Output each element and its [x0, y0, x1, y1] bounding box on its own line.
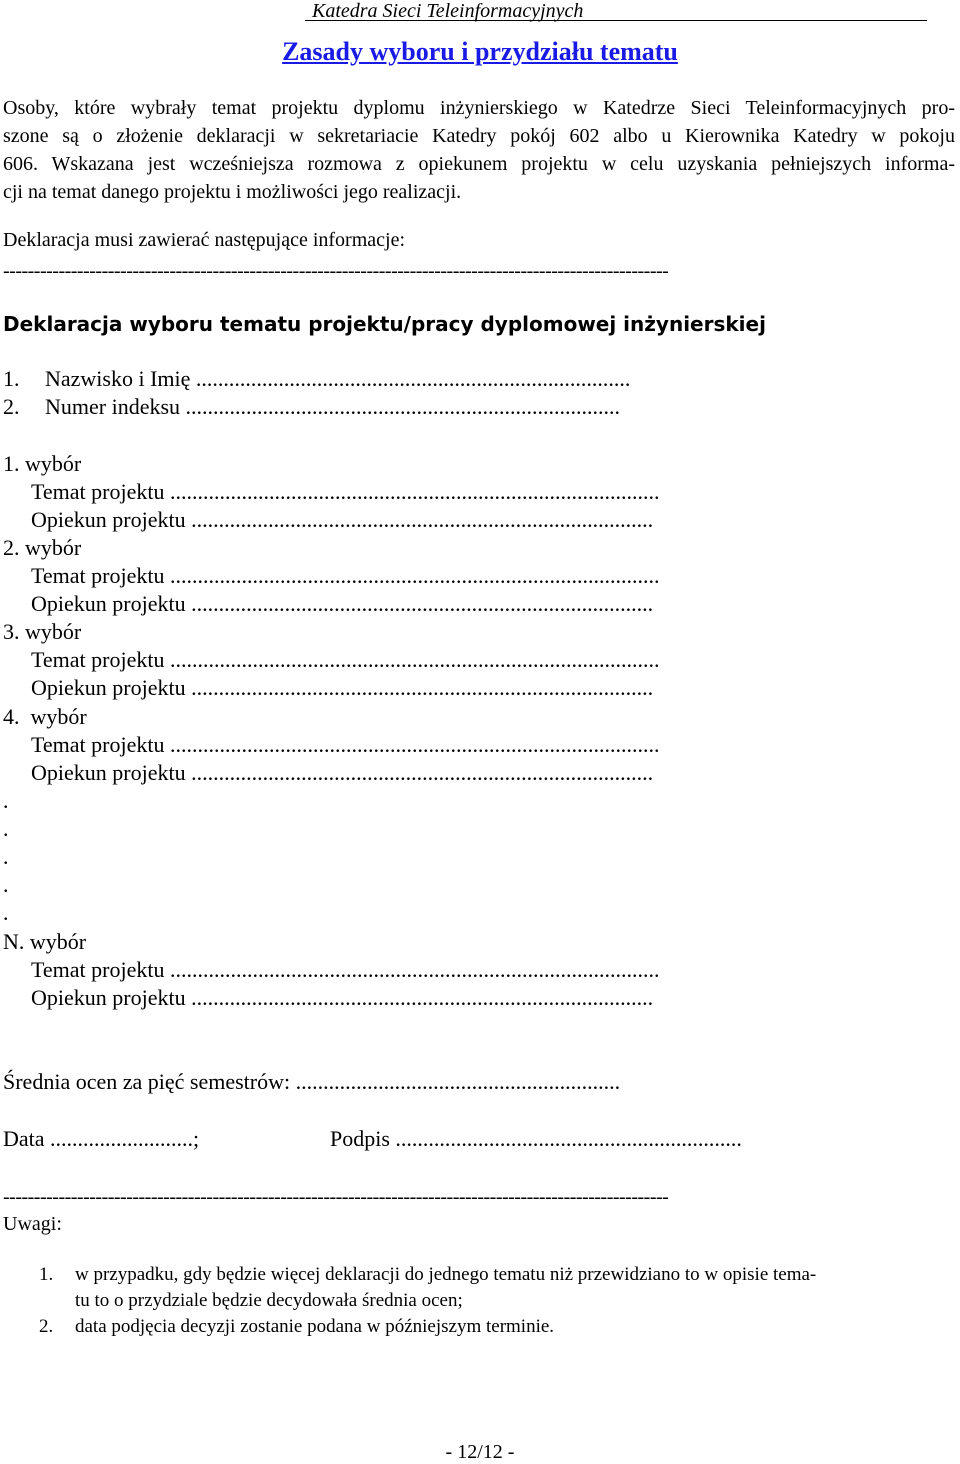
choice-topic: Temat projektu .........................................................................................	[31, 563, 660, 588]
intro-line: 606. Wskazana jest wcześniejsza rozmowa z opiekunem projektu w celu uzyskania pełniejszych informa-	[3, 153, 955, 175]
page-title: Zasady wyboru i przydziału tematu	[282, 37, 678, 66]
note-number: 1.	[39, 1264, 54, 1285]
field-number: 2.	[3, 394, 20, 419]
note-item	[39, 1314, 554, 1340]
notes-heading: Uwagi:	[3, 1213, 62, 1235]
dashed-separator-bottom: ------------------------------------------------------------------------------------------------------------	[3, 1186, 669, 1208]
intro-lead-in: Deklaracja musi zawierać następujące informacje:	[3, 229, 406, 251]
choice-heading: 4. wybór	[3, 704, 87, 729]
ellipsis-dot: .	[3, 872, 9, 897]
note-text-continued: tu to o przydziale będzie decydowała średnia ocen;	[75, 1290, 463, 1311]
form-heading: Deklaracja wyboru tematu projektu/pracy dyplomowej inżynierskiej	[3, 312, 766, 336]
date-field: Data ..........................;	[3, 1126, 200, 1151]
choice-heading: 3. wybór	[3, 619, 82, 644]
note-text: w przypadku, gdy będzie więcej deklaracji do jednego tematu niż przewidziano to w opisie tema-	[75, 1264, 817, 1285]
field-label: Numer indeksu ...............................................................................	[45, 394, 621, 419]
choice-heading: N. wybór	[3, 929, 87, 954]
note-number: 2.	[39, 1316, 54, 1337]
choice-supervisor: Opiekun projektu ....................................................................................	[31, 507, 654, 532]
ellipsis-dot: .	[3, 788, 9, 813]
running-header: Katedra Sieci Teleinformacyjnych	[312, 0, 584, 22]
choice-heading: 2. wybór	[3, 535, 82, 560]
intro-line: cji na temat danego projektu i możliwości jego realizacji.	[3, 181, 462, 203]
intro-line: Osoby, które wybrały temat projektu dyplomu inżynierskiego w Katedrze Sieci Teleinformacyjnych pro-	[3, 97, 955, 119]
intro-paragraph	[3, 94, 955, 206]
dashed-separator-top: ------------------------------------------------------------------------------------------------------------	[3, 260, 669, 282]
ellipsis-dot: .	[3, 816, 9, 841]
page-number: - 12/12 -	[445, 1441, 515, 1463]
choice-supervisor: Opiekun projektu ....................................................................................	[31, 675, 654, 700]
choice-topic: Temat projektu .........................................................................................	[31, 479, 660, 504]
ellipsis-dot: .	[3, 844, 9, 869]
field-number: 1.	[3, 366, 20, 391]
ellipsis-dot: .	[3, 900, 9, 925]
choice-topic: Temat projektu .........................................................................................	[31, 647, 660, 672]
choice-heading: 1. wybór	[3, 451, 82, 476]
field-name	[3, 365, 630, 393]
field-index	[3, 393, 620, 421]
choice-supervisor: Opiekun projektu ....................................................................................	[31, 760, 654, 785]
field-label: Nazwisko i Imię ...............................................................................	[45, 366, 631, 391]
header-rule	[305, 20, 927, 21]
choice-supervisor: Opiekun projektu ....................................................................................	[31, 591, 654, 616]
choice-topic: Temat projektu .........................................................................................	[31, 732, 660, 757]
signature-field: Podpis ...............................................................	[330, 1126, 742, 1151]
choice-supervisor: Opiekun projektu ....................................................................................	[31, 985, 654, 1010]
note-item	[39, 1262, 816, 1288]
grade-average-field: Średnia ocen za pięć semestrów: ...........................................................	[3, 1069, 621, 1094]
note-text: data podjęcia decyzji zostanie podana w późniejszym terminie.	[75, 1316, 555, 1337]
intro-line: szone są o złożenie deklaracji w sekretariacie Katedry pokój 602 albo u Kierownika Katedry w pokoju	[3, 125, 955, 147]
choice-topic: Temat projektu .........................................................................................	[31, 957, 660, 982]
